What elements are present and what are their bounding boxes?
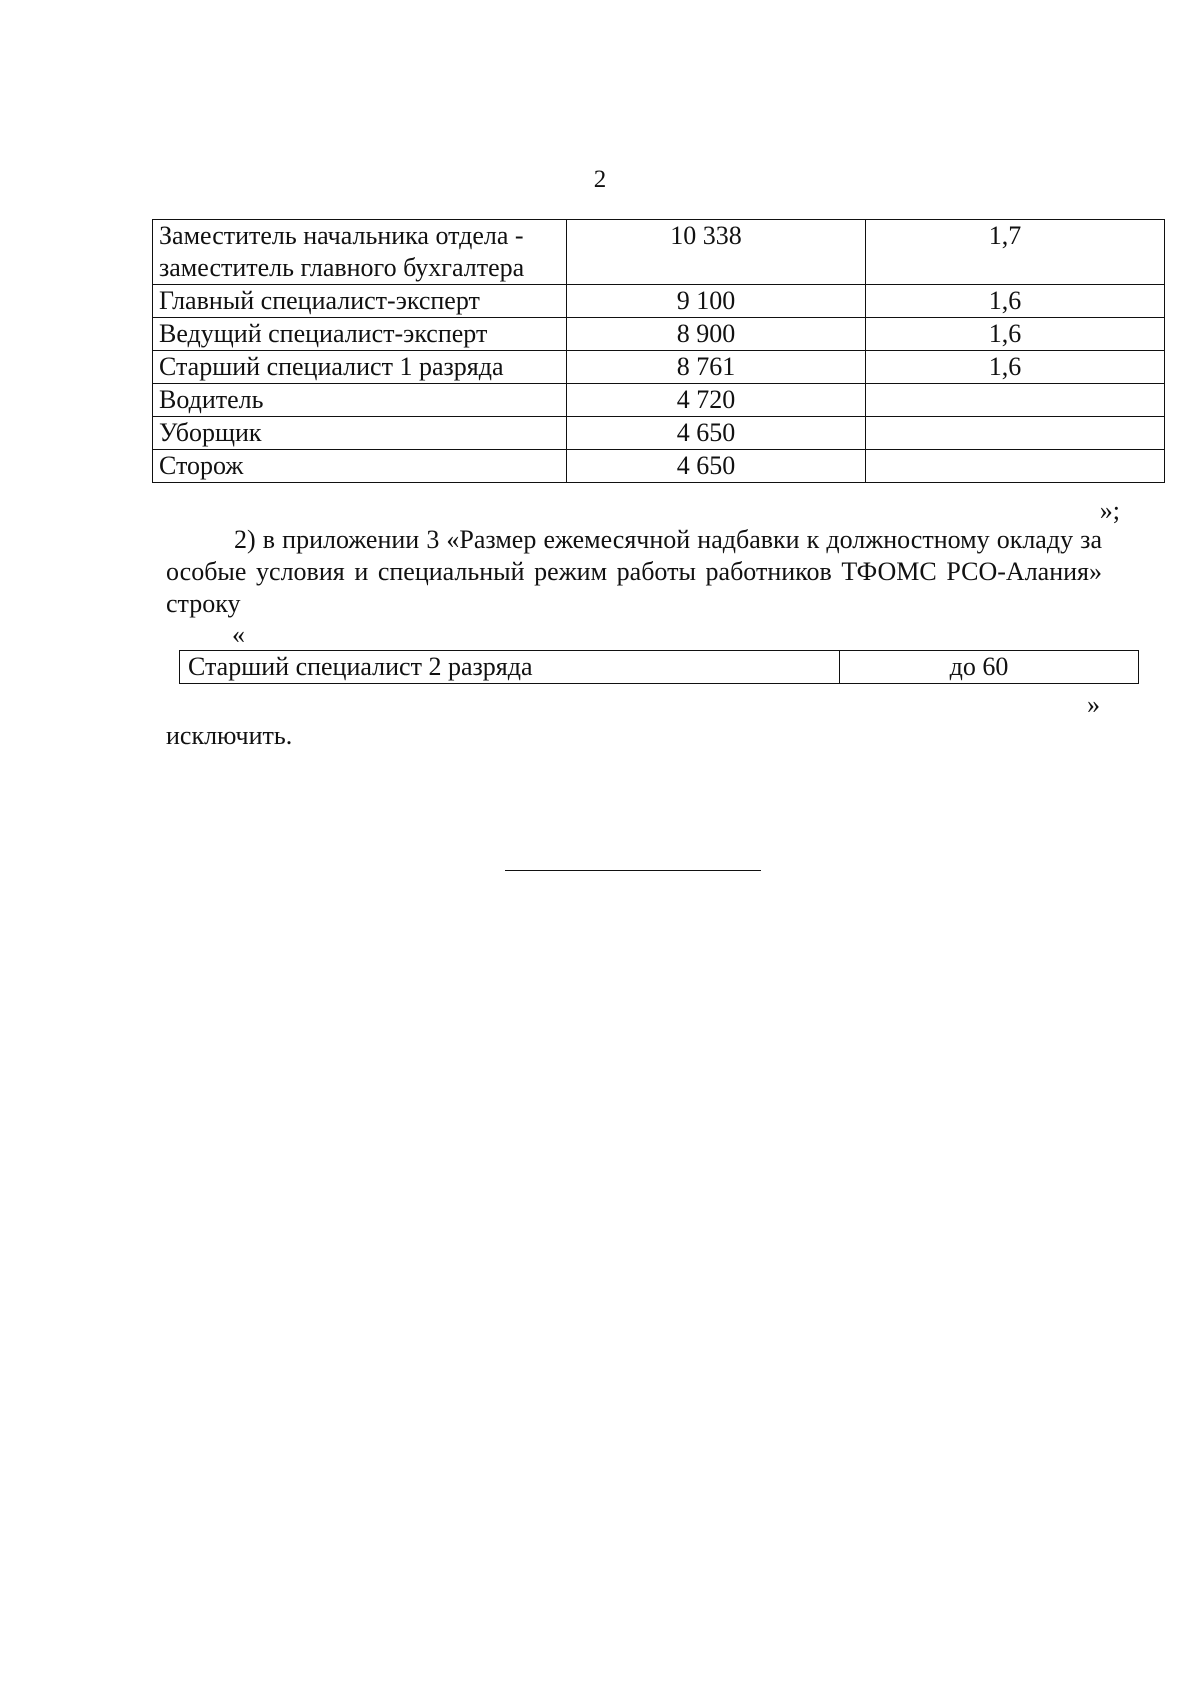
salary-cell: 8 900 — [567, 318, 866, 351]
salary-cell: 4 650 — [567, 417, 866, 450]
table-row — [153, 220, 1165, 285]
opening-quote: « — [232, 620, 245, 649]
salary-table — [152, 219, 1165, 483]
salary-cell: 8 761 — [567, 351, 866, 384]
coefficient-cell — [866, 450, 1165, 483]
closing-quote-2: » — [1087, 690, 1100, 719]
position-cell: Сторож — [153, 450, 567, 483]
table-row — [153, 417, 1165, 450]
position-cell: Уборщик — [153, 417, 567, 450]
coefficient-cell: 1,7 — [866, 220, 1165, 285]
page-number: 2 — [593, 166, 607, 193]
amendment-paragraph: 2) в приложении 3 «Размер ежемесячной надбавки к должностному окладу за особые условия и специальный режим работы работников ТФОМС РСО-Алания» строку — [166, 525, 1102, 618]
excluded-table-body — [180, 651, 1139, 684]
table-row — [153, 285, 1165, 318]
coefficient-cell — [866, 417, 1165, 450]
excluded-position-cell: Старший специалист 2 разряда — [180, 651, 840, 684]
closing-quote: »; — [1099, 496, 1120, 525]
salary-cell: 10 338 — [567, 220, 866, 285]
table-row — [180, 651, 1139, 684]
salary-cell: 4 720 — [567, 384, 866, 417]
salary-cell: 4 650 — [567, 450, 866, 483]
salary-table-body — [153, 220, 1165, 483]
position-cell: Заместитель начальника отдела - заместитель главного бухгалтера — [153, 220, 567, 285]
salary-cell: 9 100 — [567, 285, 866, 318]
position-cell: Главный специалист-эксперт — [153, 285, 567, 318]
table-row — [153, 384, 1165, 417]
position-cell: Ведущий специалист-эксперт — [153, 318, 567, 351]
position-cell: Водитель — [153, 384, 567, 417]
table-row — [153, 318, 1165, 351]
table-row — [153, 450, 1165, 483]
exclude-text: исключить. — [166, 721, 293, 750]
excluded-value-cell: до 60 — [840, 651, 1139, 684]
table-row — [153, 351, 1165, 384]
coefficient-cell: 1,6 — [866, 285, 1165, 318]
end-divider — [505, 870, 761, 871]
coefficient-cell — [866, 384, 1165, 417]
position-cell: Старший специалист 1 разряда — [153, 351, 567, 384]
excluded-row-table — [179, 650, 1139, 684]
coefficient-cell: 1,6 — [866, 318, 1165, 351]
coefficient-cell: 1,6 — [866, 351, 1165, 384]
